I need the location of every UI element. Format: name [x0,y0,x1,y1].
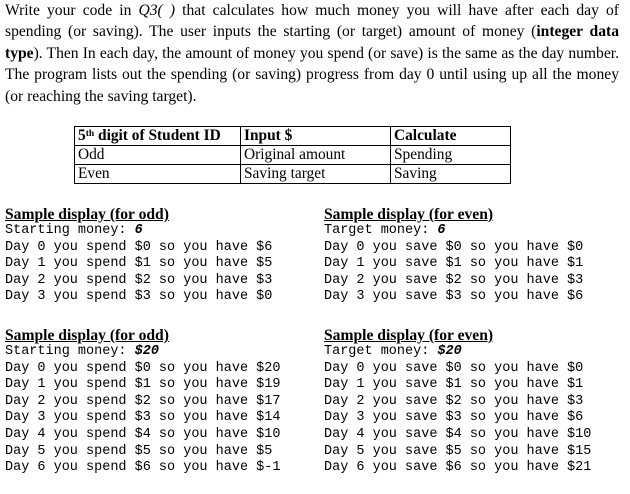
cell-calc: Spending [391,146,511,165]
sample-line: Day 4 you spend $4 so you have $10 [5,426,281,442]
sample-even-2 [324,327,591,477]
sample-line: Day 6 you save $6 so you have $21 [324,460,592,476]
cell-input: Original amount [241,146,391,165]
cell-input: Saving target [241,165,391,184]
table-header-row [75,127,511,146]
sample-prompt: Starting money: $20 [5,344,159,359]
sample-line: Day 1 you save $1 so you have $1 [324,377,584,393]
header-student-id: 5th digit of Student ID [75,127,241,146]
instructions-bold: integer data type [5,23,619,62]
sample-title: Sample display (for odd) [5,327,169,344]
sample-odd-1 [5,206,272,306]
sample-line: Day 3 you save $3 so you have $6 [324,289,584,305]
sample-odd-2 [5,327,280,477]
sample-line: Day 0 you spend $0 so you have $20 [5,360,281,376]
sample-line: Day 3 you save $3 so you have $6 [324,410,584,426]
sample-even-1 [324,206,583,306]
sample-line: Day 4 you save $4 so you have $10 [324,426,592,442]
sample-line: Day 1 you spend $1 so you have $5 [5,256,273,272]
instructions-text-3: ). Then In each day, the amount of money you spend (or save) is the same as the day number. The program lists out the spending (or saving) progress from day 0 until using up all the money (or reaching the saving target). [5,44,619,105]
sample-prompt: Target money: $20 [324,344,462,359]
sample-line: Day 5 you save $5 so you have $15 [324,443,592,459]
instructions-text-1: Write your code in [5,2,139,19]
sample-line: Day 1 you save $1 so you have $1 [324,256,584,272]
sample-line: Day 0 you save $0 so you have $0 [324,360,584,376]
cell-id: Even [75,165,241,184]
sample-line: Day 2 you save $2 so you have $3 [324,393,584,409]
function-name: Q3( ) [138,2,176,19]
sample-line: Day 3 you spend $3 so you have $0 [5,289,273,305]
sample-line: Day 0 you spend $0 so you have $6 [5,239,273,255]
sample-line: Day 3 you spend $3 so you have $14 [5,410,281,426]
sample-prompt: Target money: 6 [324,223,446,238]
table-row [75,146,511,165]
sample-line: Day 6 you spend $6 so you have $-1 [5,460,281,476]
sample-prompt: Starting money: 6 [5,223,143,238]
sample-line: Day 2 you spend $2 so you have $17 [5,393,281,409]
sample-line: Day 2 you spend $2 so you have $3 [5,272,273,288]
table-row [75,165,511,184]
cell-calc: Saving [391,165,511,184]
sample-line: Day 5 you spend $5 so you have $5 [5,443,273,459]
rules-table [74,126,511,184]
sample-title: Sample display (for odd) [5,206,169,223]
sample-title: Sample display (for even) [324,327,494,344]
sample-line: Day 1 you spend $1 so you have $19 [5,377,281,393]
sample-line: Day 0 you save $0 so you have $0 [324,239,584,255]
header-input: Input $ [241,127,391,146]
cell-id: Odd [75,146,241,165]
sample-title: Sample display (for even) [324,206,494,223]
sample-line: Day 2 you save $2 so you have $3 [324,272,584,288]
header-calculate: Calculate [391,127,511,146]
instructions-paragraph [5,0,619,107]
instructions-text-2: that calculates how much money you will have after each day of spending (or saving). The user inputs the starting (or target) amount of money ( [5,2,619,41]
